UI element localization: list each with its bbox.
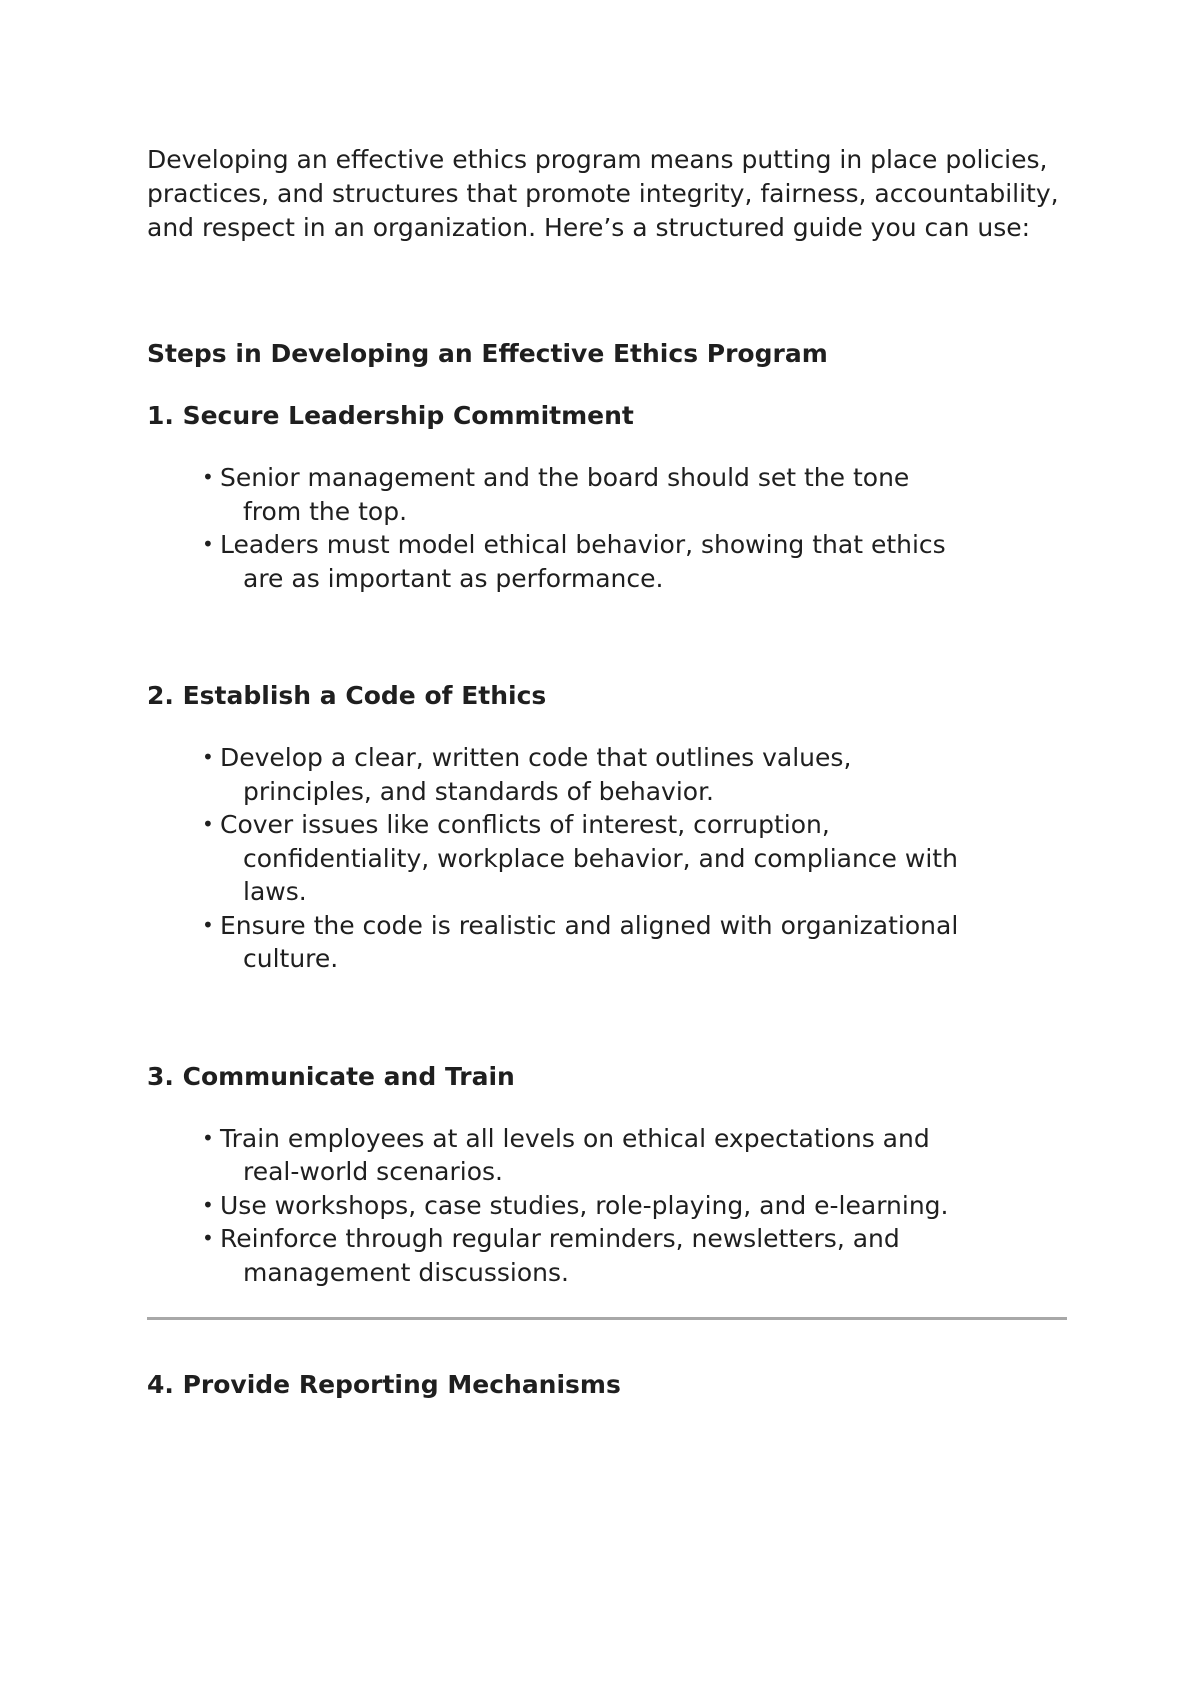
list-item-text: Ensure the code is realistic and aligned with organizational culture. <box>220 910 959 973</box>
step-section-1 <box>147 399 1067 651</box>
list-item-text: Cover issues like conflicts of interest, corruption, confidentiality, workplace behavior, and compliance with laws. <box>220 810 958 906</box>
step-title: 1. Secure Leadership Commitment <box>147 401 634 430</box>
bullet-icon: • <box>202 912 214 937</box>
list-item <box>202 741 1067 808</box>
list-item <box>202 1222 1067 1289</box>
step-section-4 <box>147 1368 1067 1402</box>
step-section-2 <box>147 679 1067 1032</box>
document-heading: Steps in Developing an Effective Ethics Program <box>147 339 828 368</box>
list-item-text: Leaders must model ethical behavior, showing that ethics are as important as performance. <box>220 530 946 593</box>
bullet-icon: • <box>202 812 214 836</box>
step-title: 4. Provide Reporting Mechanisms <box>147 1370 621 1399</box>
list-item-text: Senior management and the board should set the tone from the top. <box>220 463 910 526</box>
step-section-3 <box>147 1060 1067 1290</box>
list-item <box>202 528 1067 595</box>
list-item-text: Reinforce through regular reminders, newsletters, and management discussions. <box>220 1224 900 1287</box>
bullet-icon: • <box>202 532 214 556</box>
bullet-icon: • <box>202 1226 214 1250</box>
bullet-icon: • <box>202 1192 214 1217</box>
document-page <box>147 143 1067 1402</box>
list-item <box>202 808 1067 909</box>
bullet-list <box>147 741 1067 976</box>
list-item <box>202 1122 1067 1189</box>
list-item-text: Use workshops, case studies, role-playing, and e-learning. <box>220 1190 949 1220</box>
list-item-text: Develop a clear, written code that outlines values, principles, and standards of behavior. <box>220 743 852 806</box>
step-title: 3. Communicate and Train <box>147 1061 515 1091</box>
bullet-list <box>147 1122 1067 1290</box>
list-item <box>202 461 1067 528</box>
bullet-icon: • <box>202 1125 214 1150</box>
section-divider <box>147 1317 1067 1320</box>
intro-paragraph: Developing an effective ethics program means putting in place policies, practices, and structures that promote integrity, fairness, accountability, and respect in an organization. Here’s a structured guide you can use: <box>147 145 1059 242</box>
step-title: 2. Establish a Code of Ethics <box>147 681 547 710</box>
bullet-icon: • <box>202 745 214 769</box>
list-item-text: Train employees at all levels on ethical expectations and real-world scenarios. <box>220 1123 930 1186</box>
list-item <box>202 909 1067 976</box>
bullet-list <box>147 461 1067 595</box>
steps-container <box>147 399 1067 1402</box>
bullet-icon: • <box>202 465 214 489</box>
list-item <box>202 1189 1067 1223</box>
